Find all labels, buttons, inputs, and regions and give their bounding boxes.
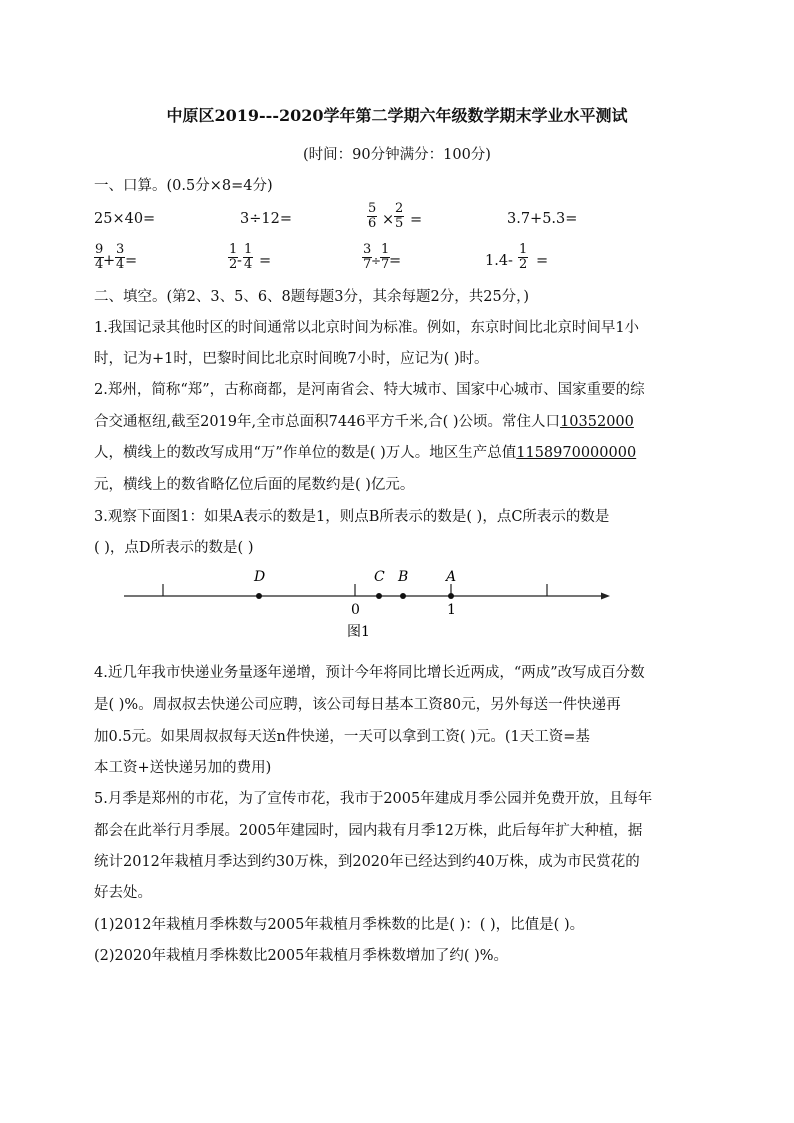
- equals-sign: =: [410, 212, 423, 228]
- fraction: $\frac{1}{4}$: [244, 242, 253, 272]
- section1-heading: 一、口算。(0.5分×8=4分): [94, 178, 273, 194]
- fraction: $\frac{3}{4}$: [116, 242, 125, 272]
- q5-line1: 5.月季是郑州的市花，为了宣传市花，我市于2005年建成月季公园并免费开放，且每年: [94, 791, 653, 807]
- operator: ×: [382, 212, 395, 228]
- number-line-figure: [0, 560, 794, 650]
- fraction: $\frac{1}{7}$: [381, 242, 390, 272]
- q2-line2-text: 合交通枢纽,截至2019年,全市总面积7446平方千米,合( )公顷。常住人口: [94, 414, 561, 430]
- point-C: [376, 593, 382, 599]
- calc-item-1: 25×40=: [94, 211, 156, 227]
- figure-caption: 图1: [347, 624, 370, 640]
- q5-line3: 统计2012年栽植月季达到约30万株，到2020年已经达到约40万株，成为市民赏花的: [94, 854, 640, 870]
- q5-line4: 好去处。: [94, 885, 152, 901]
- q5-line2: 都会在此举行月季展。2005年建园时，园内栽有月季12万株，此后每年扩大种植，据: [94, 823, 643, 839]
- q4-line2: 是( )%。周叔叔去快递公司应聘，该公司每日基本工资80元，另外每送一件快递再: [94, 697, 621, 713]
- calc-item-4: 3.7+5.3=: [507, 211, 578, 227]
- equals-sign: =: [259, 253, 272, 269]
- fraction: $\frac{9}{4}$: [95, 242, 104, 272]
- q3-line1: 3.观察下面图1：如果A表示的数是1，则点B所表示的数是( )，点C所表示的数是: [94, 509, 610, 525]
- fraction: $\frac{2}{5}$: [395, 201, 404, 231]
- point-label-A: A: [446, 569, 457, 585]
- q2-line1: 2.郑州，简称“郑”，古称商都，是河南省会、特大城市、国家中心城市、国家重要的综: [94, 382, 645, 398]
- q1-line1: 1.我国记录其他时区的时间通常以北京时间为标准。例如，东京时间比北京时间早1小: [94, 320, 640, 336]
- underlined-number: 1158970000000: [516, 445, 637, 461]
- underlined-number: 10352000: [560, 414, 634, 430]
- q2-line3-text: 人，横线上的数改写成用“万”作单位的数是( )万人。地区生产总值: [94, 445, 517, 461]
- point-label-B: B: [398, 569, 409, 585]
- fraction: $\frac{5}{6}$: [368, 201, 377, 231]
- fraction: $\frac{3}{7}$: [363, 242, 372, 272]
- q2-line3: [94, 444, 636, 462]
- q3-line2: ( )，点D所表示的数是( ): [94, 540, 254, 556]
- point-A: [448, 593, 454, 599]
- tick-label: 1: [447, 602, 456, 618]
- fraction: $\frac{1}{2}$: [519, 242, 528, 272]
- point-label-C: C: [374, 569, 385, 585]
- point-label-D: D: [254, 569, 266, 585]
- q2-line2: [94, 413, 634, 431]
- q4-line4: 本工资+送快递另加的费用): [94, 760, 272, 776]
- equals-sign: =: [125, 253, 138, 269]
- equals-sign: =: [536, 253, 549, 269]
- expression-prefix: 1.4-: [485, 253, 513, 269]
- section2-heading: 二、填空。(第2、3、5、6、8题每题3分，其余每题2分，共25分，): [94, 289, 530, 305]
- page-subtitle: (时间：90分钟满分：100分): [303, 147, 491, 163]
- q5-sub1: (1)2012年栽植月季株数与2005年栽植月季株数的比是( )：( )，比值是( )。: [94, 917, 585, 933]
- operator: -: [237, 253, 242, 269]
- q4-line1: 4.近几年我市快递业务量逐年递增，预计今年将同比增长近两成，“两成”改写成百分数: [94, 665, 645, 681]
- operator: +: [103, 253, 116, 269]
- point-B: [400, 593, 406, 599]
- equals-sign: =: [389, 253, 402, 269]
- q5-sub2: (2)2020年栽植月季株数比2005年栽植月季株数增加了约( )%。: [94, 948, 509, 964]
- point-D: [256, 593, 262, 599]
- operator: ÷: [371, 254, 382, 268]
- fraction: $\frac{1}{2}$: [229, 242, 238, 272]
- page-title: 中原区2019---2020学年第二学期六年级数学期末学业水平测试: [166, 106, 628, 125]
- q1-line2: 时，记为+1时，巴黎时间比北京时间晚7小时，应记为( )时。: [94, 351, 489, 367]
- arrow-head: [601, 593, 610, 600]
- q2-line4: 元，横线上的数省略亿位后面的尾数约是( )亿元。: [94, 477, 415, 493]
- tick-label: 0: [351, 602, 360, 618]
- q4-line3: 加0.5元。如果周叔叔每天送n件快递，一天可以拿到工资( )元。(1天工资=基: [94, 729, 590, 745]
- calc-item-2: 3÷12=: [240, 211, 292, 227]
